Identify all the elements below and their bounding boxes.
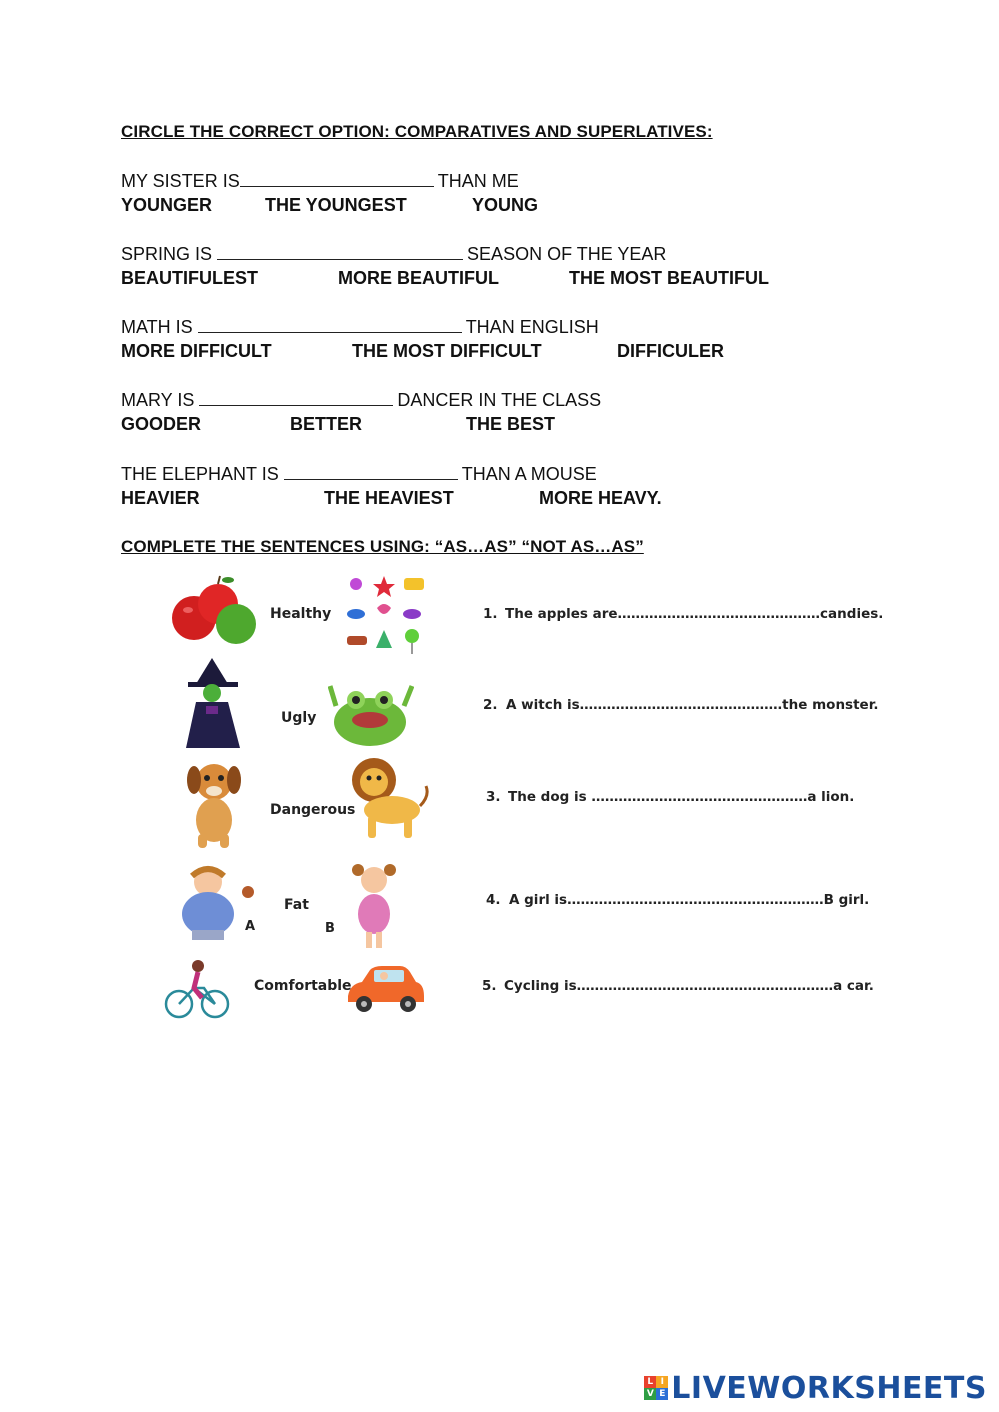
exercise-4-sentence[interactable]: A girl is…………………………………………………B girl. bbox=[509, 892, 870, 908]
question-5-option-1[interactable]: HEAVIER bbox=[121, 488, 200, 508]
adjective-comfortable: Comfortable bbox=[254, 978, 352, 994]
question-2-option-1[interactable]: BEAUTIFULEST bbox=[121, 268, 258, 288]
question-4-blank[interactable] bbox=[199, 389, 393, 406]
question-3-option-2[interactable]: THE MOST DIFFICULT bbox=[352, 341, 542, 361]
exercise-3-number: 3. bbox=[486, 789, 501, 805]
exercise-2-number: 2. bbox=[483, 697, 498, 713]
question-3-option-3[interactable]: DIFFICULER bbox=[617, 341, 724, 361]
exercise-2-sentence[interactable]: A witch is………………………………………the monster. bbox=[506, 697, 879, 713]
liveworksheets-logo bbox=[644, 1372, 987, 1404]
question-5 bbox=[121, 463, 597, 485]
bicycle-image bbox=[164, 958, 230, 1020]
question-3-after: THAN ENGLISH bbox=[465, 317, 599, 337]
question-1-before: MY SISTER IS bbox=[121, 171, 240, 191]
question-4-before: MARY IS bbox=[121, 390, 195, 410]
question-1-option-1[interactable]: YOUNGER bbox=[121, 195, 213, 215]
exercise-1-number: 1. bbox=[483, 606, 498, 622]
question-1-option-2[interactable]: THE YOUNGEST bbox=[265, 195, 407, 215]
question-2-blank[interactable] bbox=[217, 243, 463, 260]
question-3-option-1[interactable]: MORE DIFFICULT bbox=[121, 341, 272, 361]
question-4-option-3[interactable]: THE BEST bbox=[466, 414, 556, 434]
apples-image bbox=[166, 574, 262, 650]
question-1-after: THAN ME bbox=[437, 171, 519, 191]
section1-heading: CIRCLE THE CORRECT OPTION: COMPARATIVES AND SUPERLATIVES: bbox=[121, 122, 713, 141]
question-4-after: DANCER IN THE CLASS bbox=[397, 390, 602, 410]
question-1-blank[interactable] bbox=[240, 170, 434, 187]
adjective-ugly: Ugly bbox=[281, 710, 317, 726]
question-5-option-3[interactable]: MORE HEAVY. bbox=[539, 488, 662, 508]
question-2-after: SEASON OF THE YEAR bbox=[467, 244, 667, 264]
section2-heading: COMPLETE THE SENTENCES USING: “AS…AS” “NOT AS…AS” bbox=[121, 537, 644, 556]
question-4-option-2[interactable]: BETTER bbox=[290, 414, 362, 434]
question-3-blank[interactable] bbox=[198, 316, 462, 333]
question-5-blank[interactable] bbox=[284, 463, 458, 480]
question-3-before: MATH IS bbox=[121, 317, 193, 337]
question-2 bbox=[121, 243, 666, 265]
exercise-4-number: 4. bbox=[486, 892, 501, 908]
candies-image bbox=[342, 574, 428, 656]
question-5-before: THE ELEPHANT IS bbox=[121, 464, 279, 484]
question-2-before: SPRING IS bbox=[121, 244, 213, 264]
question-4-option-1[interactable]: GOODER bbox=[121, 414, 202, 434]
question-4 bbox=[121, 389, 601, 411]
label-b: B bbox=[325, 921, 335, 936]
girl-b-image bbox=[348, 862, 400, 950]
question-5-option-2[interactable]: THE HEAVIEST bbox=[324, 488, 454, 508]
monster-image bbox=[328, 676, 414, 748]
exercise-3-sentence[interactable]: The dog is …………………………………………a lion. bbox=[508, 789, 855, 805]
liveworksheets-brand: LIVEWORKSHEETS bbox=[671, 1370, 987, 1406]
question-1-option-3[interactable]: YOUNG bbox=[472, 195, 539, 215]
question-2-option-3[interactable]: THE MOST BEAUTIFUL bbox=[569, 268, 769, 288]
question-5-after: THAN A MOUSE bbox=[461, 464, 597, 484]
witch-image bbox=[182, 658, 244, 748]
question-2-option-2[interactable]: MORE BEAUTIFUL bbox=[338, 268, 499, 288]
exercise-1-sentence[interactable]: The apples are………………………………………candies. bbox=[505, 606, 884, 622]
exercise-5-sentence[interactable]: Cycling is…………………………………………………a car. bbox=[504, 978, 874, 994]
adjective-fat: Fat bbox=[284, 897, 309, 913]
adjective-healthy: Healthy bbox=[270, 606, 332, 622]
exercise-5-number: 5. bbox=[482, 978, 497, 994]
liveworksheets-mark-icon: L I V E bbox=[644, 1376, 668, 1400]
adjective-dangerous: Dangerous bbox=[270, 802, 356, 818]
question-1 bbox=[121, 170, 519, 192]
lion-image bbox=[346, 756, 430, 840]
label-a: A bbox=[245, 919, 256, 934]
dog-image bbox=[182, 758, 246, 850]
question-3 bbox=[121, 316, 599, 338]
car-image bbox=[342, 962, 426, 1014]
